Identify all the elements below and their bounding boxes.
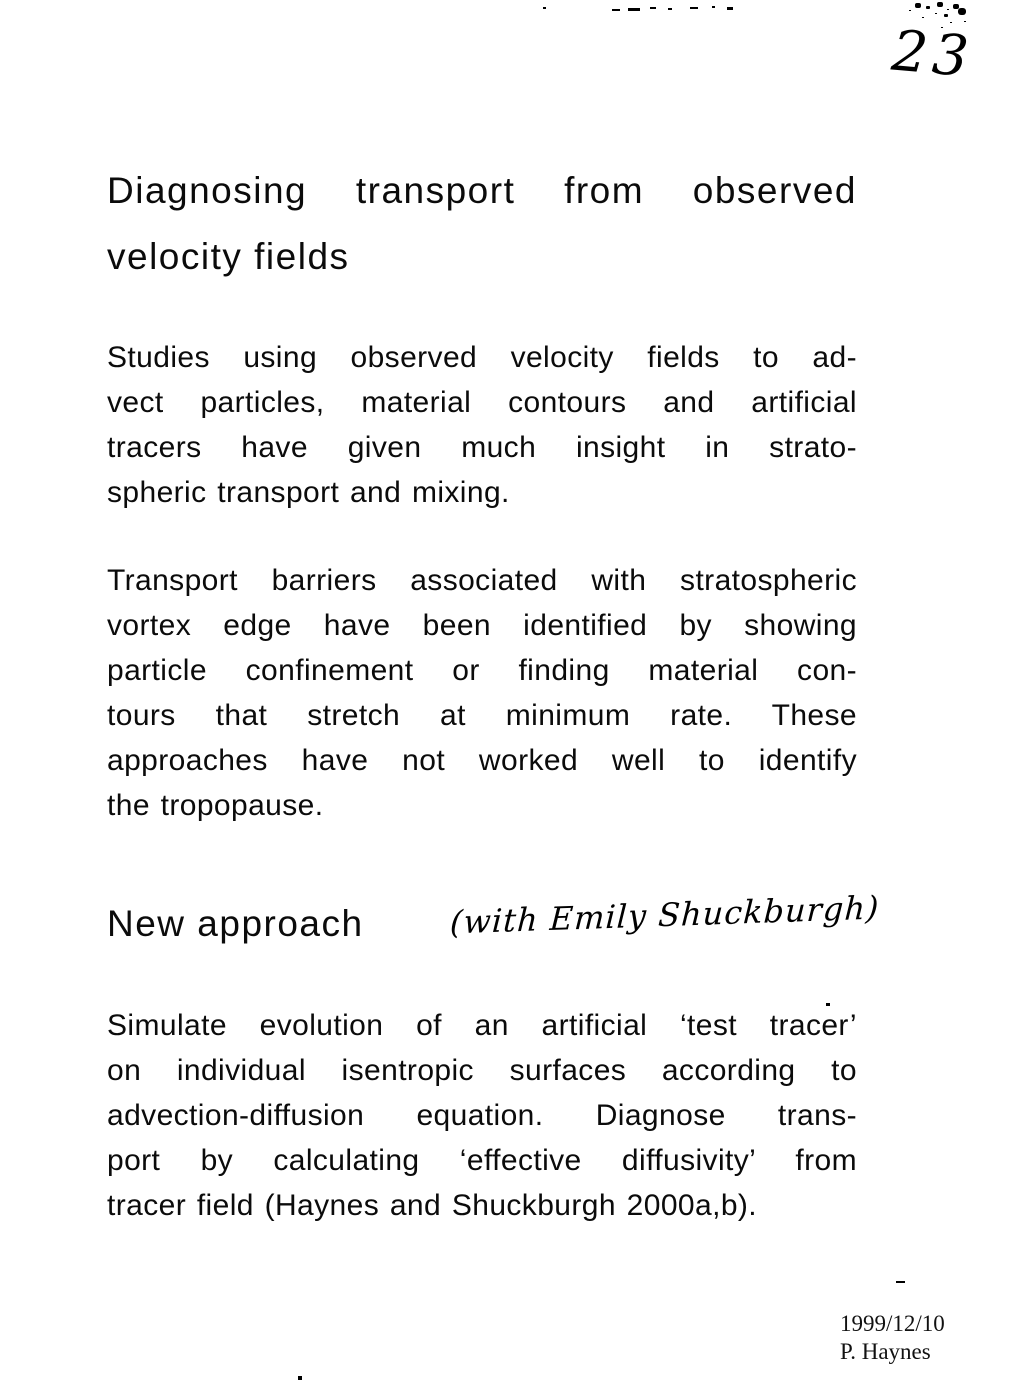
scan-speck	[298, 1376, 302, 1380]
scan-speck	[628, 8, 640, 11]
scan-speck	[543, 7, 546, 9]
scan-speck	[712, 6, 715, 8]
handwritten-annotation: (with Emily Shuckburgh)	[449, 888, 881, 942]
text-line: Studies using observed velocity fields to ad-	[107, 341, 857, 374]
footer-author: P. Haynes	[840, 1339, 931, 1364]
paragraph-transport-barriers	[107, 558, 857, 828]
scan-speck	[650, 7, 656, 9]
text-line: tours that stretch at minimum rate. These	[107, 699, 857, 732]
scan-speck	[668, 8, 672, 10]
text-line: tracer field (Haynes and Shuckburgh 2000a,b).	[107, 1189, 758, 1222]
text-line: spheric transport and mixing.	[107, 476, 510, 509]
text-line: the tropopause.	[107, 789, 324, 822]
text-line: advection-diffusion equation. Diagnose trans-	[107, 1099, 857, 1132]
scan-speck	[690, 7, 698, 9]
text-line: vect particles, material contours and artificial	[107, 386, 857, 419]
text-line: on individual isentropic surfaces according to	[107, 1054, 857, 1087]
title-line: velocity fields	[107, 236, 350, 277]
text-line: tracers have given much insight in strato-	[107, 431, 857, 464]
text-line: particle confinement or finding material con-	[107, 654, 857, 687]
scan-speck	[612, 9, 620, 11]
paragraph-new-approach-body	[107, 1003, 857, 1228]
footer-date: 1999/12/10	[840, 1311, 945, 1336]
text-line: vortex edge have been identified by showing	[107, 609, 857, 642]
title-line: Diagnosing transport from observed	[107, 170, 857, 211]
ink-splatter	[915, 3, 921, 8]
section-heading-new-approach: New approach	[107, 903, 364, 944]
paragraph-studies	[107, 335, 857, 515]
text-line: approaches have not worked well to identify	[107, 744, 857, 777]
footer	[840, 1310, 945, 1366]
scan-speck	[727, 7, 733, 10]
text-line: Simulate evolution of an artificial ‘test tracer’	[107, 1009, 857, 1042]
page-title	[107, 158, 857, 290]
handwritten-page-number: 23	[889, 18, 976, 91]
scan-speck	[896, 1281, 905, 1283]
text-line: Transport barriers associated with stratospheric	[107, 564, 857, 597]
text-line: port by calculating ‘effective diffusivity’ from	[107, 1144, 857, 1177]
